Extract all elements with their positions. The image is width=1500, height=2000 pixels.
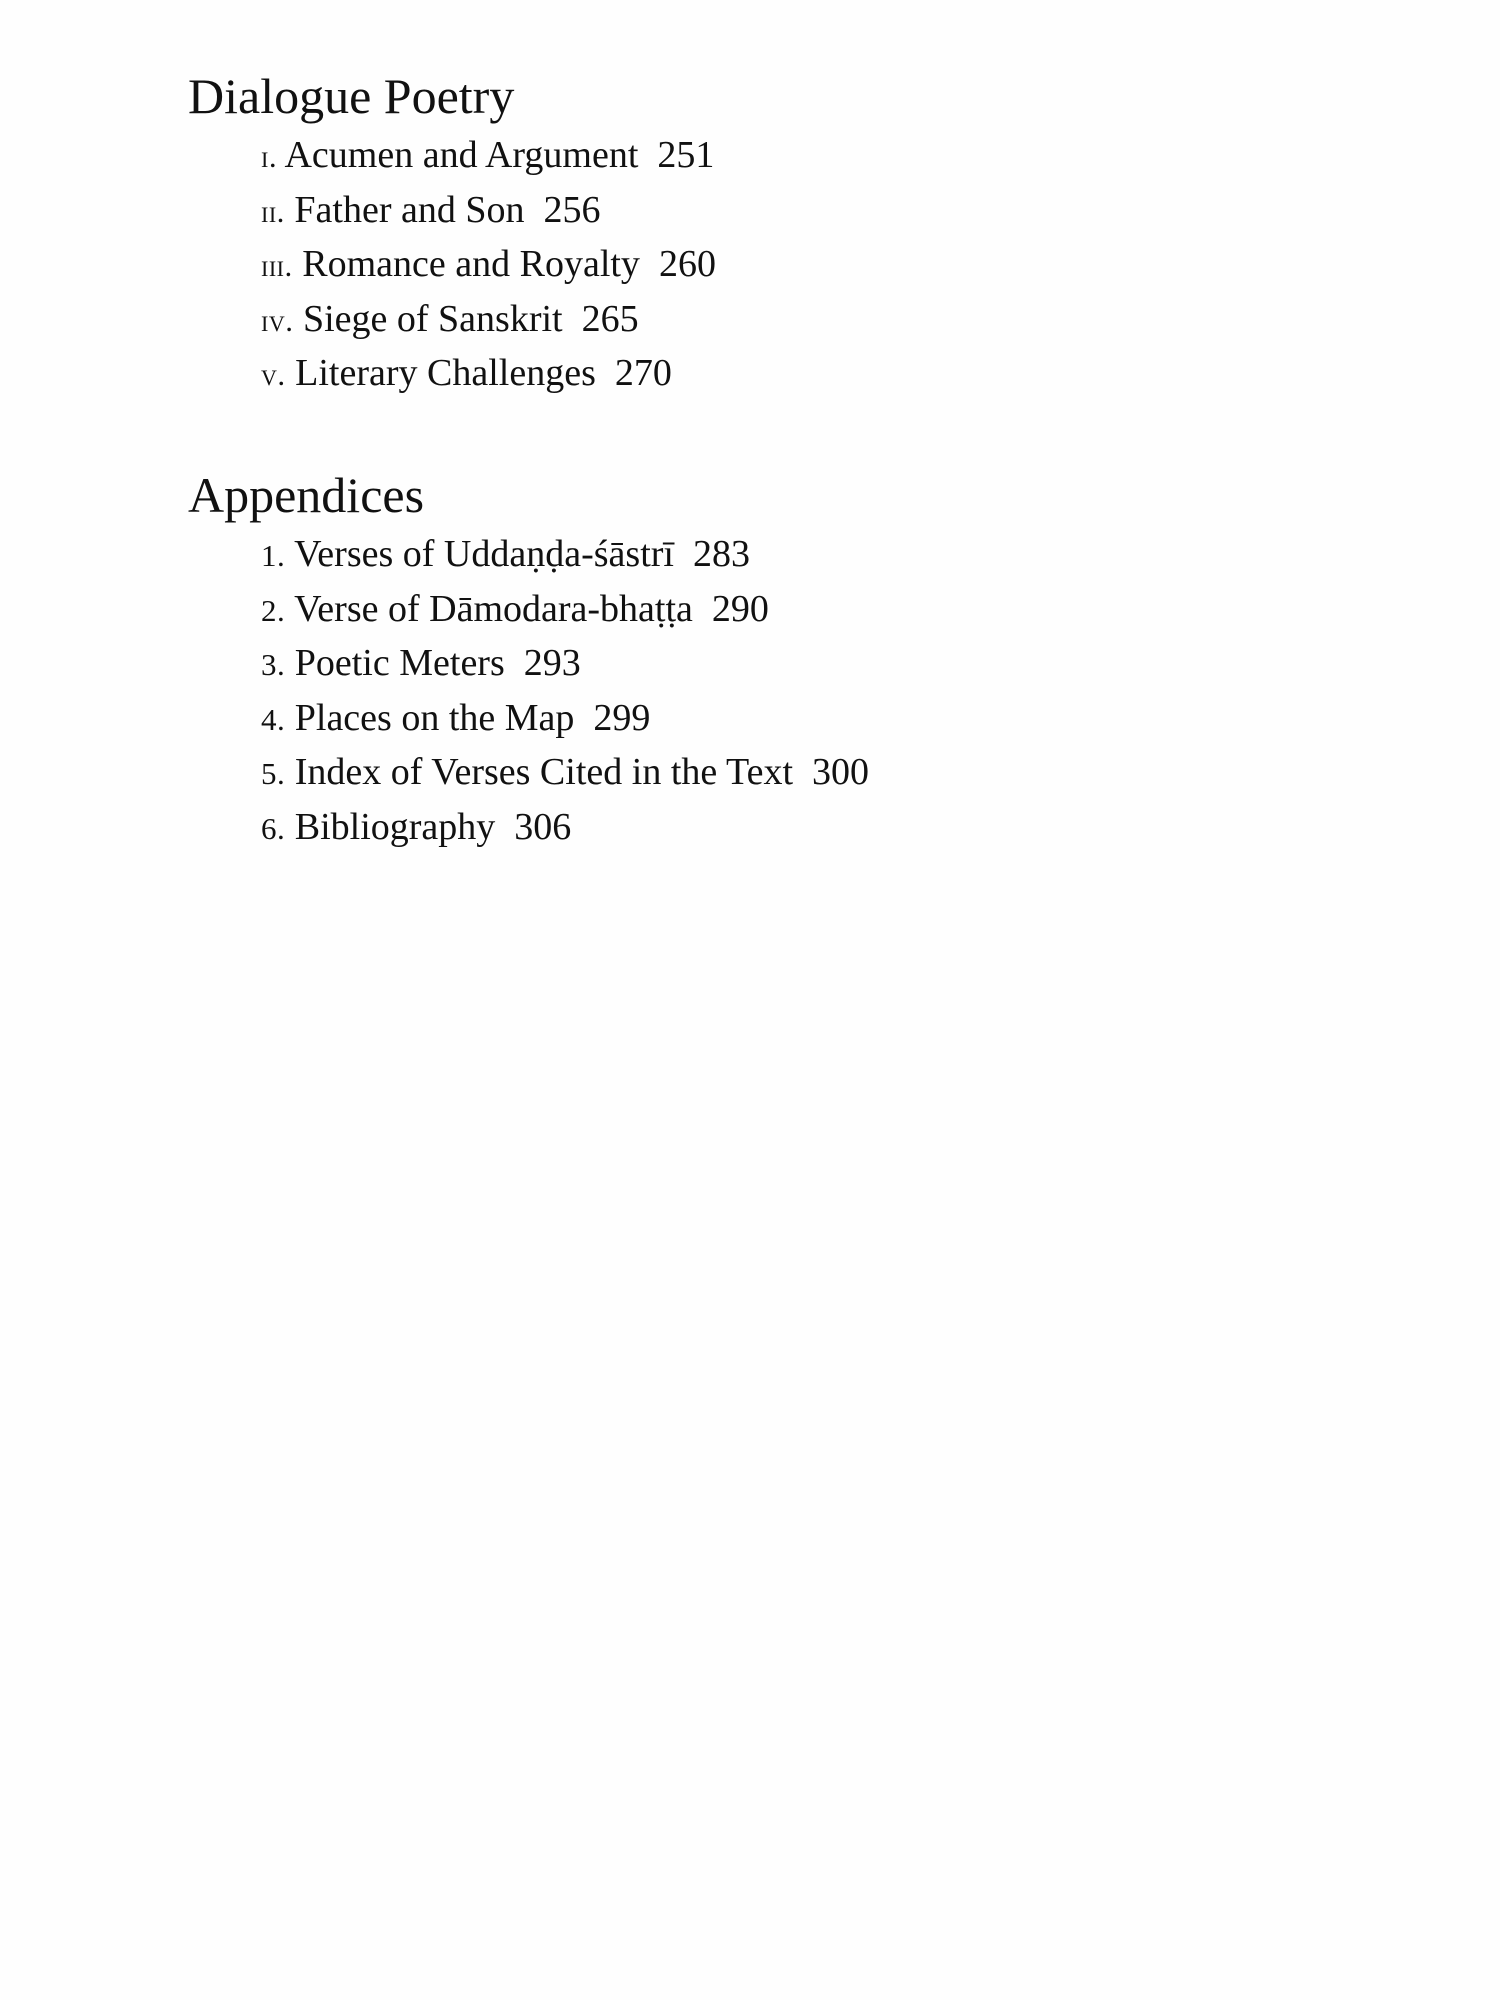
entry-number: iii.: [261, 248, 293, 283]
entry-title: Bibliography: [294, 805, 496, 848]
entry-number: v.: [261, 357, 286, 392]
entry-title: Acumen and Argument: [284, 134, 639, 176]
entry-number: 2.: [261, 592, 286, 628]
entry-page-number: 283: [692, 533, 750, 575]
entry-title: Verses of Uddaṇḍa-śāstrī: [294, 533, 674, 575]
entry-title: Poetic Meters: [294, 642, 505, 684]
toc-entry[interactable]: [261, 636, 1288, 691]
entry-number: 5.: [261, 756, 286, 791]
entry-list: [188, 527, 1288, 854]
entry-title: Index of Verses Cited in the Text: [294, 751, 794, 793]
entry-title: Siege of Sanskrit: [302, 297, 563, 340]
entry-page-number: 290: [711, 587, 769, 630]
toc-entry[interactable]: [261, 582, 1288, 637]
entry-page-number: 270: [614, 352, 672, 394]
entry-title: Father and Son: [294, 188, 525, 231]
toc-entry[interactable]: [261, 128, 1288, 183]
entry-page-number: 260: [658, 243, 716, 285]
entry-page-number: 256: [543, 188, 601, 231]
entry-number: 4.: [261, 701, 286, 737]
entry-page-number: 306: [514, 805, 572, 848]
toc-entry[interactable]: [261, 292, 1288, 347]
entry-page-number: 293: [523, 642, 581, 684]
entry-page-number: 300: [812, 751, 870, 793]
toc-entry[interactable]: [261, 745, 1288, 800]
toc-entry[interactable]: [261, 527, 1288, 582]
entry-number: 6.: [261, 810, 286, 846]
entry-number: ii.: [261, 193, 285, 229]
entry-number: iv.: [261, 302, 294, 338]
entry-list: [188, 128, 1288, 401]
entry-page-number: 265: [581, 297, 639, 340]
toc-entry[interactable]: [261, 237, 1288, 292]
entry-number: i.: [261, 139, 278, 174]
section-dialogue-poetry: [188, 64, 1288, 401]
section-heading: Dialogue Poetry: [188, 68, 515, 124]
toc-entry[interactable]: [261, 691, 1288, 746]
entry-page-number: 251: [657, 134, 715, 176]
entry-number: 1.: [261, 538, 286, 573]
entry-title: Verse of Dāmodara-bhaṭṭa: [294, 587, 693, 630]
entry-title: Romance and Royalty: [302, 243, 640, 285]
toc-entry[interactable]: [261, 800, 1288, 855]
toc-entry[interactable]: [261, 183, 1288, 238]
toc-entry[interactable]: [261, 346, 1288, 401]
entry-title: Places on the Map: [294, 696, 575, 739]
section-appendices: [188, 463, 1288, 854]
section-heading: Appendices: [188, 467, 425, 523]
entry-page-number: 299: [593, 696, 651, 739]
entry-title: Literary Challenges: [295, 352, 596, 394]
entry-number: 3.: [261, 647, 286, 682]
